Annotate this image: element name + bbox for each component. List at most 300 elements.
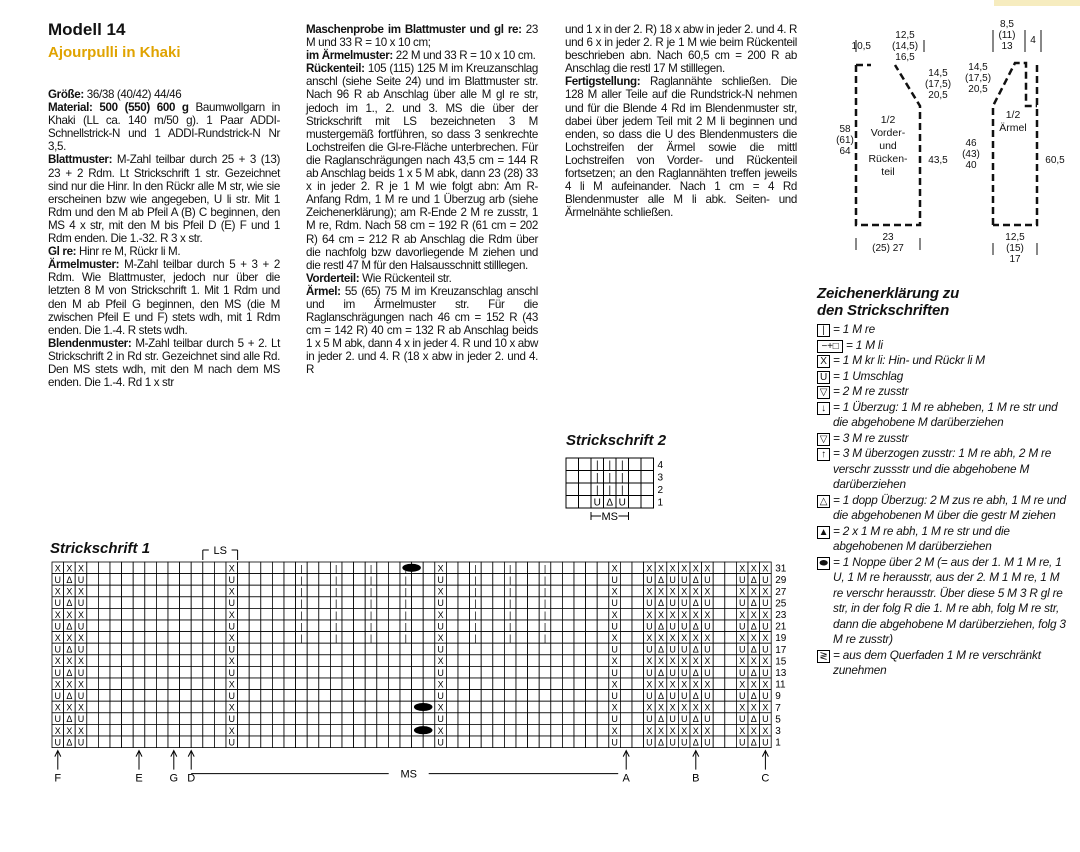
body-height-3: 64 — [839, 146, 851, 157]
chart1-symbol: | — [335, 609, 338, 620]
chart1-symbol: | — [474, 633, 477, 643]
chart1-cell — [110, 690, 122, 702]
chart1-symbol: Δ — [657, 714, 665, 725]
chart1-symbol: U — [680, 644, 688, 655]
chart1-symbol: X — [750, 586, 757, 597]
chart1-row-label: 5 — [775, 714, 781, 726]
chart1-cell — [412, 643, 424, 655]
chart1-cell — [713, 585, 725, 597]
chart1-cell — [446, 574, 458, 586]
chart1-cell — [551, 574, 563, 586]
chart2-cell — [579, 471, 592, 484]
chart1-cell — [562, 632, 574, 644]
chart1-cell — [562, 724, 574, 736]
chart1-cell — [191, 562, 203, 574]
chart1-symbol: X — [54, 563, 61, 574]
chart1-cell — [632, 608, 644, 620]
body-label-2: Vorder- — [870, 127, 906, 139]
chart1-cell — [342, 666, 354, 678]
chart1-cell — [423, 632, 435, 644]
body-label-3: und — [879, 140, 897, 152]
chart1-cell — [725, 562, 737, 574]
chart1-cell — [516, 562, 528, 574]
chart1-cell — [470, 690, 482, 702]
col1-paragraph — [48, 88, 280, 101]
chart1-cell — [307, 574, 319, 586]
legend-symbol-icon: | — [817, 324, 830, 337]
chart1-cell — [446, 585, 458, 597]
chart1-cell — [168, 701, 180, 713]
chart1-cell — [191, 736, 203, 748]
chart1-symbol: X — [681, 679, 688, 690]
chart1-cell — [249, 655, 261, 667]
chart1-cell — [470, 678, 482, 690]
chart1-cell — [168, 678, 180, 690]
chart1-cell — [504, 643, 516, 655]
chart1-cell — [562, 701, 574, 713]
chart1-cell — [180, 724, 192, 736]
chart1-cell — [145, 608, 157, 620]
chart1-symbol: X — [611, 609, 618, 620]
chart1-cell — [458, 574, 470, 586]
chart1-symbol: Δ — [66, 598, 73, 609]
chart1-cell — [354, 713, 366, 725]
chart1-cell — [261, 724, 273, 736]
chart1-symbol: X — [77, 679, 85, 690]
body-label-4: Rücken- — [868, 153, 908, 165]
chart1-cell — [516, 620, 528, 632]
chart1-symbol: Δ — [66, 575, 73, 585]
chart1-symbol: U — [437, 714, 444, 725]
chart1-cell — [516, 574, 528, 586]
chart1-symbol: | — [335, 563, 338, 574]
paragraph-heading: Blendenmuster: — [48, 336, 132, 350]
chart1-cell — [562, 608, 574, 620]
chart1-cell — [156, 620, 168, 632]
chart1-symbol: U — [54, 691, 62, 701]
chart1-cell — [412, 678, 424, 690]
chart1-symbol: X — [228, 702, 235, 713]
chart1-cell — [342, 701, 354, 713]
chart1-cell — [342, 620, 354, 632]
body-top-left: 10,5 — [851, 41, 871, 52]
chart1-cell — [354, 655, 366, 667]
chart1-cell — [539, 713, 551, 725]
chart1-cell — [319, 585, 331, 597]
chart1-cell — [87, 713, 99, 725]
chart1-cell — [713, 666, 725, 678]
chart1-cell — [377, 574, 389, 586]
chart1-symbol: X — [77, 563, 85, 574]
chart1-cell — [632, 620, 644, 632]
chart1-symbol: U — [704, 714, 711, 725]
chart1-symbol: U — [228, 621, 236, 632]
chart1-cell — [725, 678, 737, 690]
chart1-cell — [98, 632, 110, 644]
legend-item — [817, 524, 1067, 555]
chart1-symbol: U — [646, 667, 653, 678]
chart1-cell — [620, 643, 632, 655]
chart1-symbol: U — [77, 621, 85, 632]
chart1-cell — [470, 736, 482, 748]
chart1-cell — [249, 585, 261, 597]
chart1-cell — [122, 724, 134, 736]
chart1-symbol: X — [762, 725, 769, 736]
chart1-cell — [156, 643, 168, 655]
chart1-cell — [249, 736, 261, 748]
chart1-cell — [388, 574, 400, 586]
chart1-cell — [574, 632, 586, 644]
chart1-cell — [597, 655, 609, 667]
chart1-symbol: X — [762, 702, 769, 713]
chart1-cell — [261, 666, 273, 678]
chart1-cell — [238, 736, 250, 748]
chart1-cell — [528, 597, 540, 609]
chart1-cell — [238, 678, 250, 690]
chart1-cell — [725, 736, 737, 748]
paragraph-text: M-Zahl teilbar durch 5 + 3 + 2 Rdm. Wie Blattmuster, jedoch nur über die letzten 8 M von Strickschrift 1. Mit 1 Rdm und den M ab Pfeil G beginnen, den MS (die M zwischen Pfeil E und F) stets wdh, mit 1 Rdm enden. Die 1.-4. R stets wdh. — [48, 258, 280, 337]
chart1-symbol: X — [692, 656, 699, 667]
chart1-cell — [330, 713, 342, 725]
chart1-cell — [156, 678, 168, 690]
chart1-cell — [133, 666, 145, 678]
chart1-symbol: U — [669, 737, 676, 748]
chart1-symbol: U — [611, 714, 618, 725]
chart1-symbol: U — [228, 737, 236, 748]
chart1-symbol: X — [646, 586, 653, 597]
chart1-cell — [458, 655, 470, 667]
col1-paragraph — [48, 153, 280, 245]
chart1-symbol: | — [335, 586, 338, 597]
chart1-cell — [180, 562, 192, 574]
chart2-symbol: | — [595, 485, 599, 496]
chart1-cell — [261, 655, 273, 667]
chart1-cell — [156, 562, 168, 574]
legend-items — [817, 322, 1067, 679]
chart1-symbol: U — [680, 691, 688, 701]
chart1-cell — [713, 690, 725, 702]
chart1-symbol: X — [54, 609, 61, 620]
col2-paragraph — [306, 49, 538, 62]
sleeve-bottom-1: 12,5 — [1005, 232, 1025, 243]
body-label-1: 1/2 — [880, 114, 896, 126]
chart1-cell — [122, 736, 134, 748]
chart1-cell — [597, 724, 609, 736]
chart1-symbol: X — [437, 702, 444, 713]
body-top-measure: 12,5 — [895, 30, 915, 41]
chart1-cell — [493, 678, 505, 690]
chart1-cell — [586, 620, 598, 632]
page-subtitle: Ajourpulli in Khaki — [48, 44, 181, 61]
chart1-symbol: U — [646, 737, 653, 748]
chart1-cell — [528, 678, 540, 690]
legend-text: = 1 M li — [846, 337, 883, 352]
paragraph-text: Hinr re M, Rückr li M. — [76, 245, 181, 259]
chart1-cell — [98, 643, 110, 655]
chart1-symbol: X — [704, 586, 711, 597]
chart1-cell — [133, 655, 145, 667]
chart1-symbol: | — [404, 598, 407, 609]
chart1-cell — [296, 713, 308, 725]
chart1-cell — [528, 643, 540, 655]
chart2-symbol: | — [620, 460, 624, 471]
chart1-symbol: Δ — [66, 667, 73, 678]
chart1-cell — [98, 655, 110, 667]
chart1-cell — [446, 562, 458, 574]
chart1-cell — [284, 678, 296, 690]
chart1-cell — [145, 666, 157, 678]
chart1-cell — [562, 678, 574, 690]
chart1-cell — [214, 678, 226, 690]
chart1-symbol: U — [669, 621, 676, 632]
chart1-row-label: 27 — [775, 586, 787, 598]
chart1-cell — [458, 632, 470, 644]
chart1-symbol: X — [646, 563, 653, 574]
chart1-cell — [586, 701, 598, 713]
chart1-symbol: | — [369, 621, 373, 632]
chart1-cell — [203, 678, 215, 690]
chart1-cell — [180, 574, 192, 586]
chart1-symbol: X — [762, 586, 769, 597]
chart1-cell — [354, 562, 366, 574]
chart1-symbol: Δ — [657, 575, 665, 585]
chart1-cell — [296, 678, 308, 690]
chart1-cell — [238, 701, 250, 713]
instructions-column-1 — [48, 88, 280, 389]
chart1-cell — [481, 736, 493, 748]
chart1-symbol: U — [611, 644, 618, 655]
chart1-cell — [238, 620, 250, 632]
chart1-cell — [470, 701, 482, 713]
chart2-row-label: 3 — [657, 472, 664, 484]
chart2-symbol: | — [620, 472, 624, 484]
chart1-cell — [725, 724, 737, 736]
chart1-symbol: X — [611, 586, 618, 597]
chart1-cell — [562, 690, 574, 702]
chart1-cell — [168, 562, 180, 574]
chart1-cell — [481, 655, 493, 667]
chart1-cell — [388, 666, 400, 678]
chart1-cell — [713, 736, 725, 748]
chart1-cell — [620, 655, 632, 667]
chart1-cell — [122, 655, 134, 667]
chart1-cell — [191, 597, 203, 609]
chart1-cell — [122, 643, 134, 655]
chart1-symbol: U — [669, 691, 676, 701]
chart1-symbol: X — [66, 656, 73, 667]
chart1-cell — [458, 724, 470, 736]
chart1-cell — [249, 562, 261, 574]
chart1-cell — [261, 585, 273, 597]
chart1-symbol: Δ — [750, 667, 757, 678]
chart2-row-label: 4 — [657, 460, 664, 471]
body-top-right: 16,5 — [895, 52, 915, 63]
chart1-symbol: | — [369, 633, 373, 643]
legend-text: = 1 Überzug: 1 M re abheben, 1 M re str und die abgehobene M darüberziehen — [833, 399, 1058, 429]
chart1-symbol: X — [657, 725, 665, 736]
chart1-cell — [377, 608, 389, 620]
chart1-cell — [412, 632, 424, 644]
chart1-cell — [272, 608, 284, 620]
chart1-cell — [110, 620, 122, 632]
legend-title-line-2: den Strickschriften — [817, 302, 950, 319]
chart1-symbol: X — [704, 679, 711, 690]
chart1-cell — [632, 632, 644, 644]
chart1-cell — [516, 701, 528, 713]
chart1-cell — [562, 713, 574, 725]
chart2-symbol: U — [618, 497, 626, 509]
chart1-cell — [388, 643, 400, 655]
chart1-cell — [296, 666, 308, 678]
chart1-symbol: Δ — [750, 621, 757, 632]
chart1-ls-label: LS — [213, 545, 227, 557]
chart1-symbol: U — [77, 598, 85, 609]
paragraph-heading: Vorderteil: — [306, 271, 360, 285]
legend-text: = 1 M kr li: Hin- und Rückr li M — [833, 353, 985, 367]
chart1-cell — [377, 597, 389, 609]
sleeve-height-2: (43) — [962, 149, 980, 160]
chart1-row-label: 23 — [775, 610, 787, 621]
chart1-symbol: X — [704, 725, 711, 736]
sleeve-top-measure: 8,5 — [1000, 19, 1014, 30]
chart1-symbol: U — [680, 575, 688, 585]
body-height-2: (61) — [836, 135, 854, 146]
chart1-symbol: Δ — [750, 714, 757, 725]
chart1-cell — [191, 678, 203, 690]
chart1-cell — [528, 632, 540, 644]
chart1-cell — [713, 713, 725, 725]
chart1-noppe-mark — [402, 564, 421, 572]
chart1-symbol: | — [369, 598, 373, 609]
chart1-symbol: X — [228, 656, 235, 667]
chart1-symbol: U — [762, 644, 769, 655]
chart1-arrow-label: C — [761, 772, 770, 785]
chart1-symbol: U — [646, 621, 653, 632]
chart1-cell — [354, 620, 366, 632]
chart1-cell — [87, 701, 99, 713]
chart1-cell — [87, 666, 99, 678]
legend-symbol-icon: U — [817, 371, 830, 384]
chart1-cell — [551, 585, 563, 597]
chart1-cell — [586, 666, 598, 678]
chart1-cell — [423, 608, 435, 620]
chart1-cell — [168, 620, 180, 632]
paragraph-text: 22 M und 33 R = 10 x 10 cm. — [392, 49, 536, 63]
chart1-cell — [412, 666, 424, 678]
chart1-cell — [504, 678, 516, 690]
chart1-cell — [156, 666, 168, 678]
chart1-cell — [145, 643, 157, 655]
chart1-cell — [122, 574, 134, 586]
chart1-cell — [400, 701, 412, 713]
chart1-symbol: Δ — [657, 737, 665, 748]
chart1-symbol: U — [437, 598, 444, 609]
chart1-symbol: U — [704, 667, 711, 678]
chart1-cell — [528, 701, 540, 713]
chart1-cell — [493, 562, 505, 574]
chart1-cell — [423, 690, 435, 702]
chart1-cell — [133, 574, 145, 586]
chart1-cell — [284, 585, 296, 597]
chart1-cell — [330, 701, 342, 713]
chart1-cell — [562, 562, 574, 574]
chart1-symbol: X — [657, 656, 665, 667]
chart1-cell — [539, 736, 551, 748]
chart1-cell — [725, 701, 737, 713]
chart1-symbol: X — [77, 656, 85, 667]
chart1-cell — [551, 713, 563, 725]
chart1-symbol: X — [739, 679, 746, 690]
chart1-cell — [307, 632, 319, 644]
chart1-cell — [238, 608, 250, 620]
chart1-cell — [597, 666, 609, 678]
paragraph-heading: Fertigstellung: — [565, 75, 641, 89]
chart1-cell — [156, 597, 168, 609]
chart1-symbol: U — [228, 714, 236, 725]
chart1-symbol: U — [680, 737, 688, 748]
chart1-cell — [516, 724, 528, 736]
chart1-cell — [504, 713, 516, 725]
chart1-cell — [493, 632, 505, 644]
chart1-cell — [145, 690, 157, 702]
chart1-symbol: X — [54, 679, 61, 690]
chart1-cell — [156, 724, 168, 736]
chart1-cell — [562, 736, 574, 748]
chart1-cell — [203, 562, 215, 574]
paragraph-heading: Maschenprobe im Blattmuster und gl re: — [306, 23, 522, 36]
chart1-cell — [412, 608, 424, 620]
chart1-cell — [574, 620, 586, 632]
chart1-cell — [632, 690, 644, 702]
chart1-cell — [87, 655, 99, 667]
chart1-cell — [354, 678, 366, 690]
chart1-cell — [342, 724, 354, 736]
paragraph-heading: Ärmel: — [306, 284, 341, 298]
chart1-cell — [597, 736, 609, 748]
chart1-cell — [180, 585, 192, 597]
chart1-cell — [133, 632, 145, 644]
chart1-symbol: U — [738, 714, 746, 725]
chart1-symbol: | — [474, 609, 477, 620]
chart1-cell — [133, 585, 145, 597]
chart1-symbol: | — [543, 609, 547, 620]
chart2-cell — [566, 471, 579, 484]
chart1-cell — [388, 736, 400, 748]
chart1-cell — [145, 701, 157, 713]
chart1-cell — [272, 597, 284, 609]
chart1-cell — [713, 562, 725, 574]
chart1-cell — [562, 585, 574, 597]
chart1-symbol: U — [704, 644, 711, 655]
chart1-cell — [342, 690, 354, 702]
chart1-cell — [574, 655, 586, 667]
chart1-symbol: U — [54, 598, 62, 609]
chart1-cell — [191, 690, 203, 702]
chart1-cell — [713, 678, 725, 690]
chart1-cell — [458, 713, 470, 725]
chart1-symbol: U — [738, 575, 746, 585]
chart1-cell — [319, 690, 331, 702]
chart1-cell — [493, 701, 505, 713]
chart1-cell — [481, 643, 493, 655]
chart1-cell — [423, 736, 435, 748]
chart1-cell — [377, 724, 389, 736]
chart1-symbol: X — [54, 725, 61, 736]
chart1-symbol: X — [692, 725, 699, 736]
chart1-cell — [98, 597, 110, 609]
chart1-symbol: U — [762, 667, 769, 678]
chart1-cell — [319, 666, 331, 678]
